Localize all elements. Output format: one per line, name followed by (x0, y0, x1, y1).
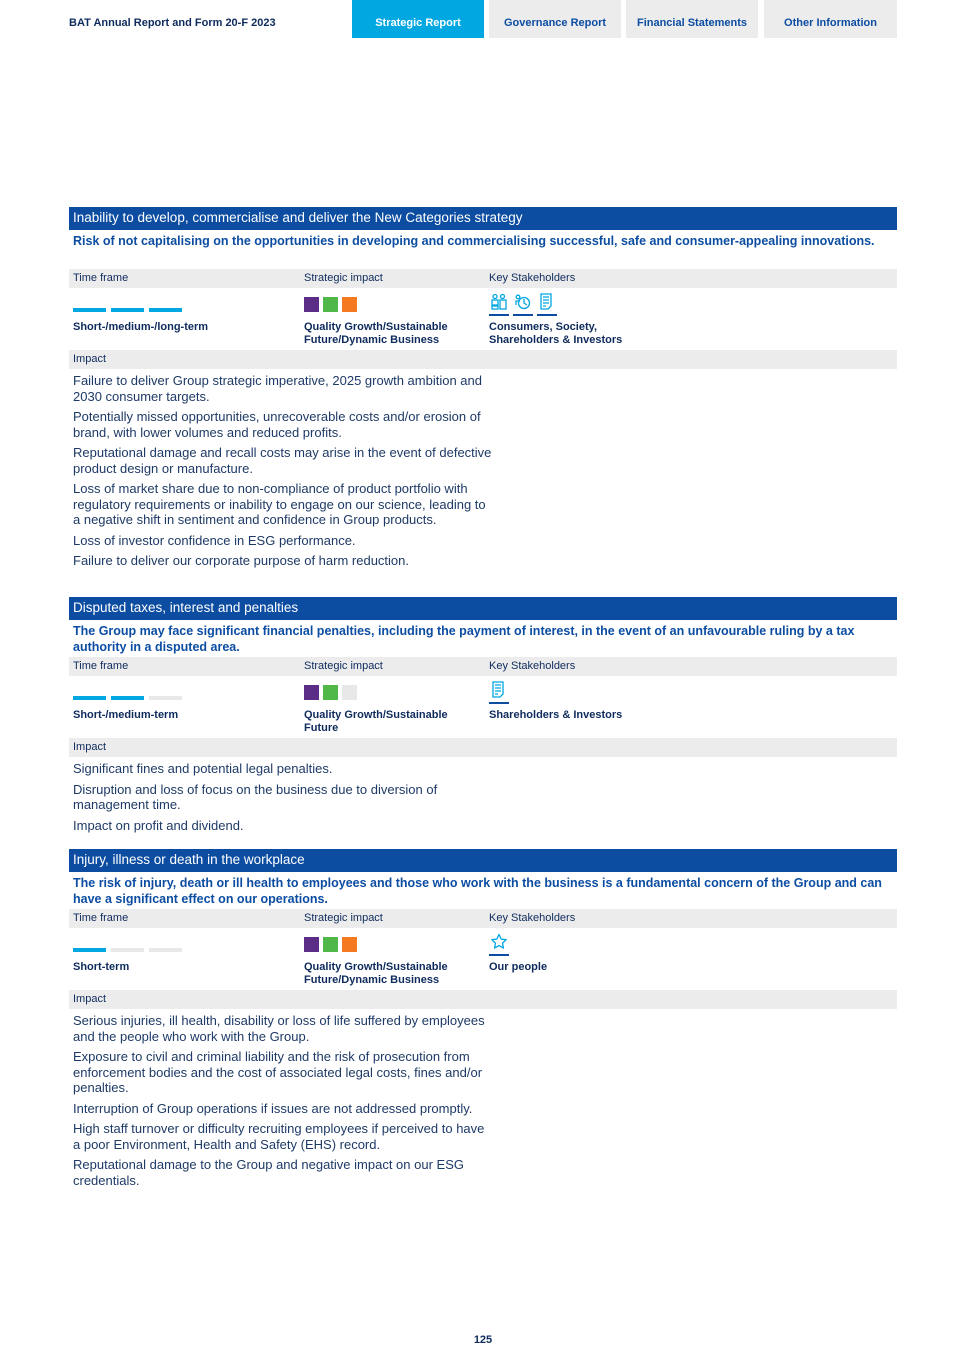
time-frame-segment (73, 948, 106, 952)
strategic-impact-header: Strategic impact (304, 272, 383, 284)
time-frame-segment (73, 696, 106, 700)
strategic-impact-label: Quality Growth/Sustainable Future (304, 709, 448, 734)
shareholders-investors-icon (537, 292, 557, 316)
time-frame-label: Short-/medium-term (73, 709, 179, 721)
quality-growth-square (304, 297, 319, 312)
impact-item: Potentially missed opportunities, unrecoverable costs and/or erosion of brand, with lower volumes and reduced profits. (73, 409, 481, 440)
impact-item: Serious injuries, ill health, disability or loss of life suffered by employees and the people who work with the Group. (73, 1013, 485, 1044)
time-frame-indicator (73, 696, 188, 700)
risk-summary-row (69, 676, 897, 738)
key-stakeholders-header: Key Stakeholders (489, 272, 576, 284)
risk-columns-header (69, 657, 897, 676)
sustainable-future-square (323, 297, 338, 312)
page-number: 125 (473, 1334, 493, 1346)
sustainable-future-square (323, 685, 338, 700)
impact-item: Loss of market share due to non-compliance of product portfolio with regulatory requirements or inability to engage on our science, leading to a negative shift in sentiment and confidence in Group products. (73, 481, 486, 527)
time-frame-label: Short-/medium-/long-term (73, 321, 209, 333)
time-frame-indicator (73, 948, 188, 952)
risk-title: Disputed taxes, interest and penalties (69, 597, 897, 620)
stakeholder-icons (489, 292, 609, 316)
stakeholders-label: Shareholders & Investors (489, 709, 623, 721)
strategic-impact-indicator (304, 937, 364, 953)
dynamic-business-square (342, 937, 357, 952)
strategic-impact-header: Strategic impact (304, 660, 383, 672)
risk-new-categories (69, 207, 897, 574)
risk-summary-row (69, 288, 897, 350)
quality-growth-square (304, 937, 319, 952)
time-frame-segment (111, 948, 144, 952)
impact-item: Failure to deliver Group strategic imperative, 2025 growth ambition and 2030 consumer targets. (73, 373, 482, 404)
impact-list (69, 369, 897, 569)
key-stakeholders-header: Key Stakeholders (489, 660, 576, 672)
strategic-impact-indicator (304, 297, 364, 313)
stakeholders-label: Consumers, Society, Shareholders & Investors (489, 321, 623, 346)
impact-item: Reputational damage to the Group and negative impact on our ESG credentials. (73, 1157, 464, 1188)
strategic-impact-header: Strategic impact (304, 912, 383, 924)
time-frame-segment (149, 948, 182, 952)
impact-list (69, 757, 897, 833)
risk-summary-row (69, 928, 897, 990)
risk-title: Inability to develop, commercialise and deliver the New Categories strategy (69, 207, 897, 230)
impact-item: Exposure to civil and criminal liability and the risk of prosecution from enforcement bodies and the cost of associated legal costs, fines and/or penalties. (73, 1049, 483, 1095)
impact-list (69, 1009, 897, 1188)
strategic-impact-label: Quality Growth/Sustainable Future/Dynamic Business (304, 321, 448, 346)
strategic-impact-indicator (304, 685, 364, 701)
dynamic-business-square (342, 685, 357, 700)
impact-item: Loss of investor confidence in ESG performance. (73, 532, 356, 548)
risk-description: The Group may face significant financial penalties, including the payment of interest, in the event of an unfavourable ruling by a tax authority in a disputed area. (73, 624, 855, 654)
time-frame-segment (73, 308, 106, 312)
society-icon (513, 292, 533, 316)
time-frame-segment (111, 308, 144, 312)
stakeholder-icons (489, 932, 609, 956)
tab-other-information[interactable]: Other Information (764, 0, 897, 38)
time-frame-indicator (73, 308, 188, 312)
impact-item: Significant fines and potential legal penalties. (73, 761, 333, 776)
risk-columns-header (69, 909, 897, 928)
impact-item: Failure to deliver our corporate purpose of harm reduction. (73, 553, 410, 568)
time-frame-header: Time frame (73, 912, 129, 924)
stakeholder-icons (489, 680, 609, 704)
risk-columns-header (69, 269, 897, 288)
time-frame-header: Time frame (73, 660, 129, 672)
page-header (0, 0, 966, 38)
risk-description: Risk of not capitalising on the opportunities in developing and commercialising successful, safe and consumer-appealing innovations. (73, 234, 875, 248)
our-people-icon (489, 932, 509, 956)
time-frame-header: Time frame (73, 272, 129, 284)
time-frame-label: Short-term (73, 961, 130, 973)
tab-financial-statements[interactable]: Financial Statements (626, 0, 758, 38)
impact-item: Disruption and loss of focus on the business due to diversion of management time. (73, 781, 438, 812)
impact-item: Interruption of Group operations if issues are not addressed promptly. (73, 1100, 473, 1116)
report-title: BAT Annual Report and Form 20-F 2023 (69, 17, 276, 29)
impact-header: Impact (69, 350, 897, 369)
impact-item: Impact on profit and dividend. (73, 817, 244, 833)
sustainable-future-square (323, 937, 338, 952)
stakeholders-label: Our people (489, 961, 548, 973)
time-frame-segment (149, 696, 182, 700)
time-frame-segment (111, 696, 144, 700)
risk-workplace-injury (69, 849, 897, 1193)
risk-disputed-taxes (69, 597, 897, 838)
tab-strategic-report[interactable]: Strategic Report (352, 0, 484, 38)
dynamic-business-square (342, 297, 357, 312)
impact-item: High staff turnover or difficulty recruiting employees if perceived to have a poor Environment, Health and Safety (EHS) record. (73, 1121, 485, 1152)
consumers-icon (489, 292, 509, 316)
shareholders-investors-icon (489, 680, 509, 704)
risk-description: The risk of injury, death or ill health to employees and those who work with the business is a fundamental concern of the Group and can have a significant effect on our operations. (73, 876, 882, 906)
quality-growth-square (304, 685, 319, 700)
tab-governance-report[interactable]: Governance Report (489, 0, 621, 38)
key-stakeholders-header: Key Stakeholders (489, 912, 576, 924)
impact-header: Impact (69, 738, 897, 757)
impact-item: Reputational damage and recall costs may arise in the event of defective product design or manufacture. (73, 445, 492, 476)
risk-title: Injury, illness or death in the workplace (69, 849, 897, 872)
strategic-impact-label: Quality Growth/Sustainable Future/Dynamic Business (304, 961, 448, 986)
time-frame-segment (149, 308, 182, 312)
impact-header: Impact (69, 990, 897, 1009)
